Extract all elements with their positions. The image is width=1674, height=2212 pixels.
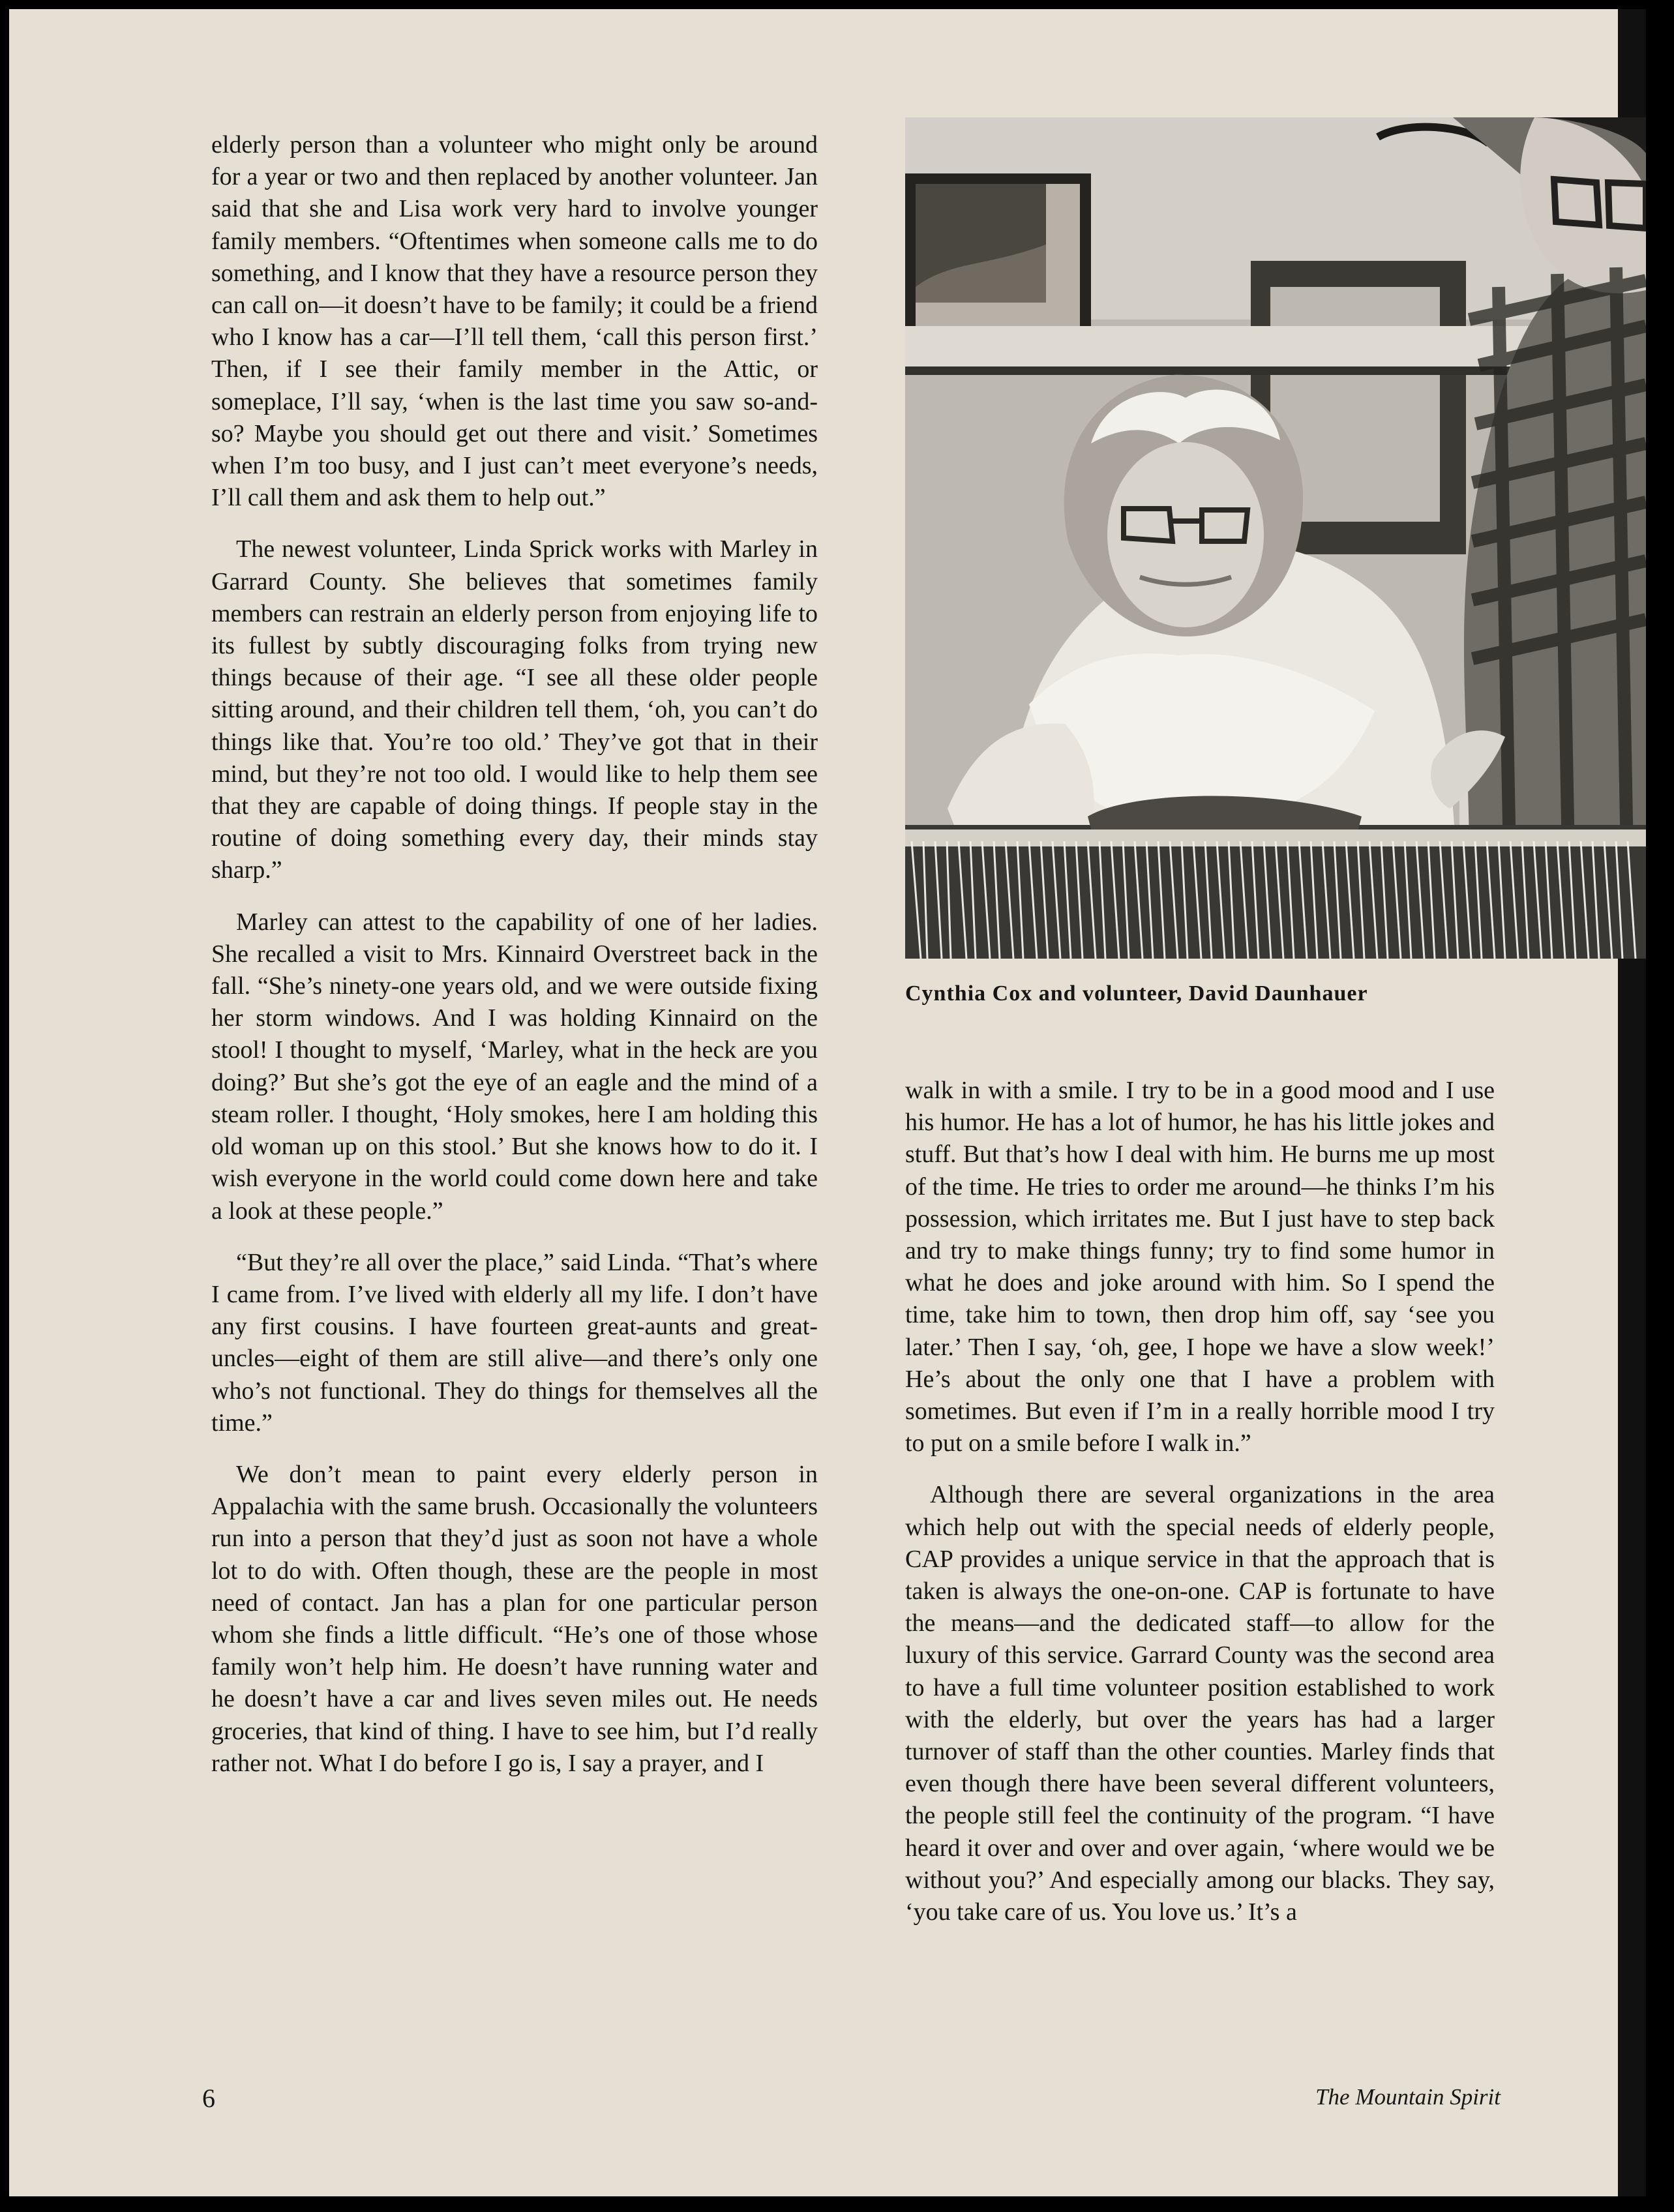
article-paragraph: The newest volunteer, Linda Sprick works with Marley in Garrard County. She believes that sometimes family members can restrain an elderly person from enjoying life to its fullest by subtly discouraging folks from trying new things because of their age. “I see all these older people sitting around, and their children tell them, ‘oh, you can’t do things like that. You’re too old.’ They’ve got that in their mind, but they’re not too old. I would like to help them see that they are capable of doing things. If people stay in the routine of doing something every day, their minds stay sharp.” [211,535,818,884]
article-paragraph: elderly person than a volunteer who might only be around for a year or two and then replaced by another volunteer. Jan said that she and Lisa work very hard to involve younger family members. “Oftentimes when someone calls me to do something, and I know that they have a resource person they can call on—it doesn’t have to be family; it could be a friend who I know has a car—I’ll tell them, ‘call this person first.’ Then, if I see their family member in the Attic, or someplace, I’ll say, ‘when is the last time you saw so-and-so? Maybe you should get out there and visit.’ Sometimes when I’m too busy, and I just can’t meet everyone’s needs, I’ll call them and ask them to help out.” [211,131,818,512]
photo-caption: Cynthia Cox and volunteer, David Daunhauer [905,981,1368,1006]
article-right-column [905,1075,1495,1928]
article-paragraph: Although there are several organizations in the area which help out with the special needs of elderly people, CAP provides a unique service in that the approach that is taken is always the one-on-one. CAP is fortunate to have the means—and the dedicated staff—to allow for the luxury of this service. Garrard County was the second area to have a full time volunteer position established to work with the elderly, but over the years has had a larger turnover of staff than the other counties. Marley finds that even though there have been several different volunteers, the people still feel the continuity of the program. “I have heard it over and over and over again, ‘where would we be without you?’ And especially among our blacks. They say, ‘you take care of us. You love us.’ It’s a [905,1481,1495,1926]
article-paragraph: Marley can attest to the capability of one of her ladies. She recalled a visit to Mrs. Kinnaird Overstreet back in the fall. “She’s ninety-one years old, and we were outside fixing her storm windows. And I was holding Kinnaird on the stool! I thought to myself, ‘Marley, what in the heck are you doing?’ But she’s got the eye of an eagle and the mind of a steam roller. I thought, ‘Holy smokes, here I am holding this old woman up on this stool.’ But she knows how to do it. I wish everyone in the world could come down here and take a look at these people.” [211,908,818,1225]
article-left-column [211,129,818,1780]
article-paragraph: “But they’re all over the place,” said Linda. “That’s where I came from. I’ve lived with elderly all my life. I don’t have any first cousins. I have fourteen great-aunts and great-uncles—eight of them are still alive—and there’s only one who’s not functional. They do things for themselves all the time.” [211,1248,818,1437]
page-number: 6 [202,2084,215,2113]
article-paragraph: walk in with a smile. I try to be in a good mood and I use his humor. He has a lot of humor, he has his little jokes and stuff. But that’s how I deal with him. He burns me up most of the time. He tries to order me around—he thinks I’m his possession, which irritates me. But I just have to step back and try to make things funny; try to find some humor in what he does and joke around with him. So I spend the time, take him to town, then drop him off, say ‘see you later.’ Then I say, ‘oh, gee, I hope we have a slow week!’ He’s about the only one that I have a problem with sometimes. But even if I’m in a really horrible mood I try to put on a smile before I walk in.” [905,1077,1495,1457]
article-paragraph: We don’t mean to paint every elderly person in Appalachia with the same brush. Occasionally the volunteers run into a person that they’d just as soon not have a whole lot to do with. Often though, these are the people in most need of contact. Jan has a plan for one particular person whom she finds a little difficult. “He’s one of those whose family won’t help him. He doesn’t have running water and he doesn’t have a car and lives seven miles out. He needs groceries, that kind of thing. I have to see him, but I’d really rather not. What I do before I go is, I say a prayer, and I [211,1460,818,1777]
magazine-page [9,9,1646,2196]
weaving-loom-photo [905,117,1646,959]
magazine-title: The Mountain Spirit [1315,2084,1501,2110]
article-photo [905,117,1646,959]
